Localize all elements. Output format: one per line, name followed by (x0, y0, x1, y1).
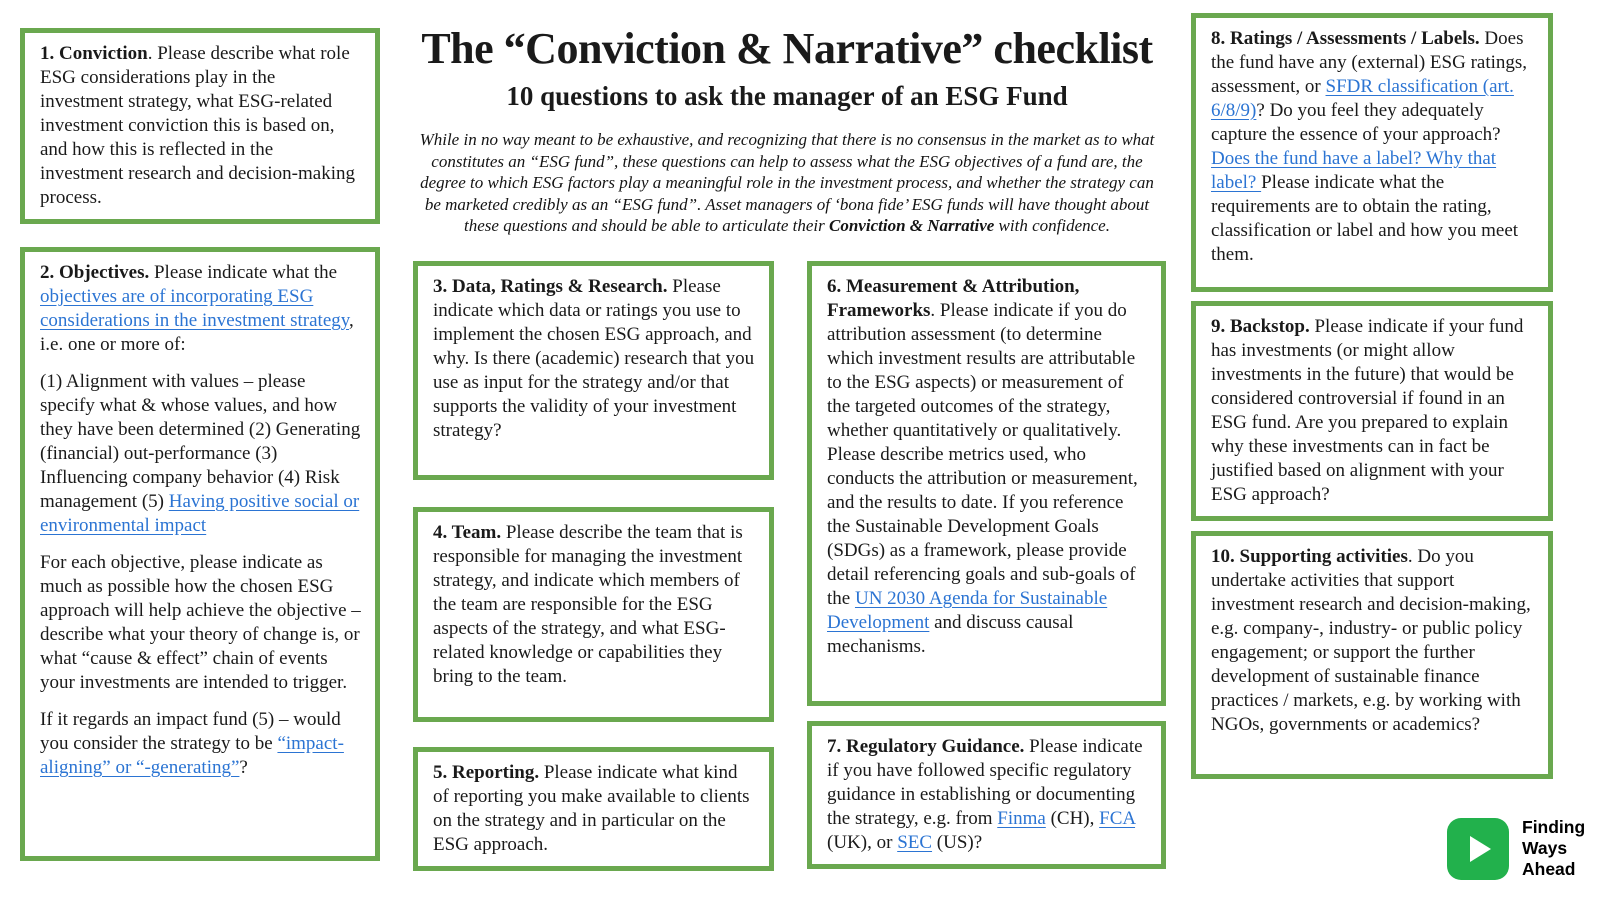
brand-name-line: Ways (1522, 838, 1568, 858)
question-text: with confidence. (994, 216, 1110, 235)
question-paragraph (40, 551, 361, 695)
question-text: ? Do you feel they adequately capture the essence of your approach? (1211, 100, 1501, 145)
question-paragraph (433, 761, 755, 857)
question-text: Please indicate what the (149, 262, 338, 283)
question-text: . Do you undertake activities that support investment research and decision-making, e.g. company-, industry- or public policy engagement; or support the further development of sustainable finance practices / markets, e.g. by working with NGOs, governments or academics? (1211, 546, 1531, 735)
question-lead-in: 4. Team. (433, 522, 502, 543)
question-paragraph (1211, 315, 1534, 507)
question-text: Please indicate if you have followed specific regulatory guidance in establishing or documenting the strategy, e.g. from (827, 736, 1143, 829)
question-text: (US)? (932, 832, 983, 853)
question-box-objectives (20, 247, 380, 861)
question-paragraph (40, 370, 361, 538)
question-text: Please indicate what the requirements are to obtain the rating, classification or label and how you meet them. (1211, 172, 1519, 265)
question-box-backstop (1191, 301, 1553, 521)
question-paragraph (40, 261, 361, 357)
question-lead-in: Conviction & Narrative (829, 216, 995, 235)
question-paragraph (433, 275, 755, 443)
question-box-team (413, 507, 774, 722)
question-text: Please indicate if your fund has investments (or might allow investments in the future) that would be considered controversial if found in an ESG fund. Are you prepared to explain why these investments can in fact be justified based on alignment with your ESG approach? (1211, 316, 1524, 505)
question-text: . Please indicate if you do attribution assessment (to determine which investment results are attributable to the ESG aspects) or measurement of the targeted outcomes of the strategy, whether quantitatively or qualitatively. Please describe metrics used, who conducts the attribution or measurement, and the results to date. If you reference the Sustainable Development Goals (SDGs) as a framework, please provide detail referencing goals and sub-goals of the (827, 300, 1138, 609)
question-text: For each objective, please indicate as much as possible how the chosen ESG approach will help achieve the objective – describe what your theory of change is, or what “cause & effect” chain of events your investments are intended to trigger. (40, 552, 361, 693)
question-text: Does the fund have any (external) ESG ratings, assessment, or (1211, 28, 1528, 97)
brand-name-line: Ahead (1522, 859, 1576, 879)
question-text: If it regards an impact fund (5) – would you consider the strategy to be (40, 709, 341, 754)
inline-link[interactable]: FCA (1099, 808, 1136, 829)
question-text: (UK), or (827, 832, 898, 853)
inline-link[interactable]: UN 2030 Agenda for Sustainable Development (827, 588, 1108, 633)
question-lead-in: 9. Backstop. (1211, 316, 1310, 337)
inline-link[interactable]: Does the fund have a label? Why that label? (1211, 148, 1497, 193)
inline-link[interactable]: “impact-aligning” or “-generating” (40, 733, 344, 778)
question-paragraph (1211, 545, 1534, 737)
question-paragraph (827, 735, 1147, 855)
question-text: While in no way meant to be exhaustive, and recognizing that there is no consensus in the market as to what constitutes an “ESG fund”, these questions can help to assess what the ESG objectives of a fund are, the degree to which ESG factors play a meaningful role in the investment process, and whether the strategy can be marketed credibly as an “ESG fund”. Asset managers of ‘bona fide’ ESG funds will have thought about these questions and should be able to articulate their (419, 130, 1155, 235)
question-paragraph (40, 42, 361, 210)
inline-link[interactable]: SFDR classification (art. 6/8/9) (1211, 76, 1514, 121)
question-text: ? (239, 757, 248, 778)
question-box-measurement-attribution (807, 261, 1166, 706)
question-lead-in: 1. Conviction (40, 43, 148, 64)
play-triangle (1470, 836, 1491, 862)
question-box-data-ratings-research (413, 261, 774, 480)
play-icon (1447, 818, 1509, 880)
inline-link[interactable]: objectives are of incorporating ESG considerations in the investment strategy (40, 286, 350, 331)
question-lead-in: 10. Supporting activities (1211, 546, 1408, 567)
intro-paragraph (415, 129, 1159, 237)
question-text: Please describe the team that is responsible for managing the investment strategy, and indicate which members of the team are responsible for the ESG aspects of the strategy, and what ESG-related knowledge or capabilities they bring to the team. (433, 522, 743, 687)
inline-link[interactable]: Finma (997, 808, 1046, 829)
question-text: Please indicate what kind of reporting you make available to clients on the strategy and in particular on the ESG approach. (433, 762, 750, 855)
question-box-regulatory-guidance (807, 721, 1166, 869)
question-paragraph (433, 521, 755, 689)
page-header (398, 24, 1176, 237)
inline-link[interactable]: Having positive social or environmental impact (40, 491, 360, 536)
question-box-supporting-activities (1191, 531, 1553, 779)
question-text: (CH), (1045, 808, 1100, 829)
brand-name-line: Finding (1522, 817, 1586, 837)
question-text: (1) Alignment with values – please specify what & whose values, and how they have been determined (2) Generating (financial) out-performance (3) Influencing company behavior (4) Risk management (5) (40, 371, 361, 512)
brand-logo (1447, 817, 1585, 880)
question-box-conviction (20, 28, 380, 224)
question-paragraph (40, 708, 361, 780)
question-text: . Please describe what role ESG considerations play in the investment strategy, what ESG-related investment conviction this is based on, and how this is reflected in the investment research and decision-making process. (40, 43, 355, 208)
question-paragraph (1211, 27, 1534, 267)
question-text: Please indicate which data or ratings you use to implement the chosen ESG approach, and why. Is there (academic) research that you use as input for the strategy and/or that supports the validity of your investment strategy? (433, 276, 755, 441)
brand-name (1522, 817, 1585, 880)
question-paragraph (827, 275, 1147, 659)
question-lead-in: 6. Measurement & Attribution, Frameworks (827, 276, 1080, 321)
question-box-ratings-assessments-labels (1191, 13, 1553, 292)
question-lead-in: 3. Data, Ratings & Research. (433, 276, 668, 297)
page-subtitle: 10 questions to ask the manager of an ESG Fund (506, 81, 1068, 111)
question-lead-in: 7. Regulatory Guidance. (827, 736, 1025, 757)
page-title: The “Conviction & Narrative” checklist (421, 24, 1153, 73)
inline-link[interactable]: SEC (897, 832, 933, 853)
question-text: and discuss causal mechanisms. (827, 612, 1074, 657)
question-lead-in: 2. Objectives. (40, 262, 150, 283)
question-lead-in: 5. Reporting. (433, 762, 540, 783)
question-text: , i.e. one or more of: (40, 310, 354, 355)
question-lead-in: 8. Ratings / Assessments / Labels. (1211, 28, 1480, 49)
question-box-reporting (413, 747, 774, 871)
